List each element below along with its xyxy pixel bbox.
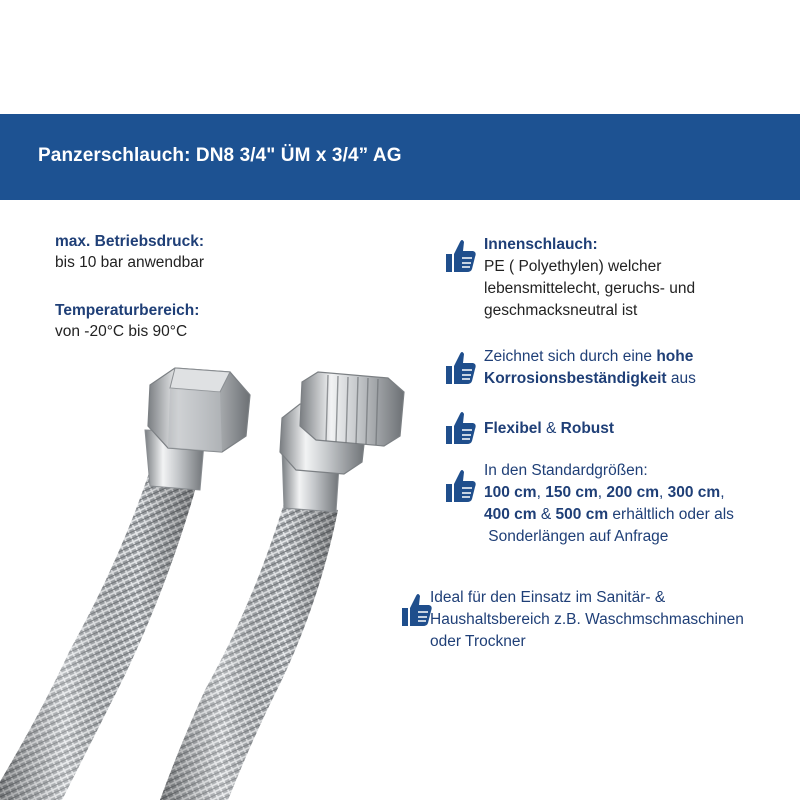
size-400: 400 cm <box>484 506 537 523</box>
separator: , <box>720 484 725 501</box>
feature-inner-hose-line2: lebensmittelecht, geruchs- und <box>484 280 696 297</box>
feature-corrosion-text-a: Zeichnet sich durch eine <box>484 348 657 365</box>
feature-corrosion-text-b: aus <box>666 370 696 387</box>
feature-flexible-bold-b: Robust <box>560 420 615 437</box>
thumbs-up-icon <box>442 466 478 506</box>
thumbs-up-icon <box>442 236 478 276</box>
separator: , <box>536 484 546 501</box>
feature-sizes-line1: In den Standardgrößen: <box>484 462 648 479</box>
ampersand: & <box>536 506 556 523</box>
thumbs-up-icon <box>442 348 478 388</box>
separator: , <box>597 484 607 501</box>
size-150: 150 cm <box>545 484 598 501</box>
spec-temperature <box>55 300 199 342</box>
feature-usage <box>430 587 744 653</box>
spec-pressure <box>55 231 204 273</box>
feature-corrosion-bold-b: Korrosionsbeständigkeit <box>484 370 667 387</box>
feature-corrosion-bold-a: hohe <box>656 348 694 365</box>
feature-flexible <box>484 418 614 440</box>
title-banner <box>0 114 800 200</box>
spec-pressure-value: bis 10 bar anwendbar <box>55 254 205 271</box>
feature-sizes <box>484 460 734 548</box>
feature-flexible-amp: & <box>541 420 561 437</box>
feature-usage-line3: oder Trockner <box>430 633 526 650</box>
thumbs-up-icon <box>398 590 434 630</box>
feature-inner-hose <box>484 234 695 322</box>
thumbs-up-icon <box>442 408 478 448</box>
banner-title: Panzerschlauch: DN8 3/4" ÜM x 3/4” AG <box>38 145 402 166</box>
size-500: 500 cm <box>555 506 609 523</box>
spec-temperature-label: Temperaturbereich: <box>55 302 200 319</box>
size-100: 100 cm <box>484 484 537 501</box>
feature-inner-hose-title: Innenschlauch: <box>484 236 598 253</box>
feature-usage-line1: Ideal für den Einsatz im Sanitär- & <box>430 589 666 606</box>
size-200: 200 cm <box>606 484 659 501</box>
feature-flexible-bold-a: Flexibel <box>484 420 542 437</box>
braided-hose-image <box>0 360 420 800</box>
feature-inner-hose-line1: PE ( Polyethylen) welcher <box>484 258 662 275</box>
feature-sizes-tail: erhältlich oder als <box>608 506 734 523</box>
spec-pressure-label: max. Betriebsdruck: <box>55 233 205 250</box>
size-300: 300 cm <box>667 484 721 501</box>
feature-sizes-line4: Sonderlängen auf Anfrage <box>484 528 669 545</box>
feature-usage-line2: Haushaltsbereich z.B. Waschmschmaschinen <box>430 611 744 628</box>
feature-inner-hose-line3: geschmacksneutral ist <box>484 302 638 319</box>
separator: , <box>658 484 668 501</box>
spec-temperature-value: von -20°C bis 90°C <box>55 323 188 340</box>
feature-corrosion <box>484 346 696 390</box>
